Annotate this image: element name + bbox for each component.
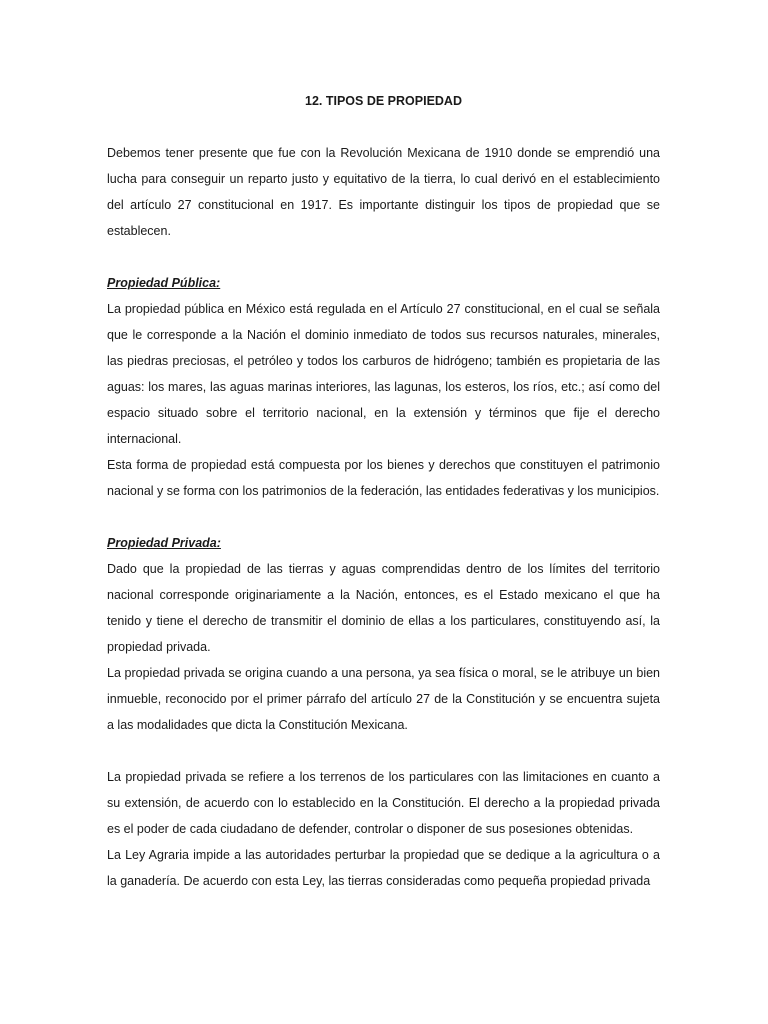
section-private-property	[107, 530, 660, 894]
public-paragraph-1: La propiedad pública en México está regulada en el Artículo 27 constitucional, en el cual se señala que le corresponde a la Nación el dominio inmediato de todos sus recursos naturales, minerales, las piedras preciosas, el petróleo y todos los carburos de hidrógeno; también es propietaria de las aguas: los mares, las aguas marinas interiores, las lagunas, los esteros, los ríos, etc.; así como del espacio situado sobre el territorio nacional, en la extensión y términos que fije el derecho internacional.	[107, 302, 660, 446]
private-paragraph-3: La propiedad privada se refiere a los terrenos de los particulares con las limitaciones en cuanto a su extensión, de acuerdo con lo establecido en la Constitución. El derecho a la propiedad privada es el poder de cada ciudadano de defender, controlar o disponer de sus posesiones obtenidas.	[107, 770, 660, 836]
section-heading-public: Propiedad Pública:	[107, 276, 221, 290]
private-paragraph-4: La Ley Agraria impide a las autoridades perturbar la propiedad que se dedique a la agricultura o a la ganadería. De acuerdo con esta Ley, las tierras consideradas como pequeña propiedad privada	[107, 848, 660, 888]
spacer	[107, 738, 660, 764]
spacer	[107, 504, 660, 530]
private-paragraph-2: La propiedad privada se origina cuando a una persona, ya sea física o moral, se le atribuye un bien inmueble, reconocido por el primer párrafo del artículo 27 de la Constitución y se encuentra sujeta a las modalidades que dicta la Constitución Mexicana.	[107, 666, 660, 732]
intro-paragraph: Debemos tener presente que fue con la Revolución Mexicana de 1910 donde se emprendió una lucha para conseguir un reparto justo y equitativo de la tierra, lo cual derivó en el establecimiento del artículo 27 constitucional en 1917. Es importante distinguir los tipos de propiedad que se establecen.	[107, 146, 660, 238]
private-paragraph-1: Dado que la propiedad de las tierras y aguas comprendidas dentro de los límites del territorio nacional corresponde originariamente a la Nación, entonces, es el Estado mexicano el que ha tenido y tiene el derecho de transmitir el dominio de ellas a los particulares, constituyendo así, la propiedad privada.	[107, 562, 660, 654]
document-title: 12. TIPOS DE PROPIEDAD	[305, 94, 462, 108]
public-paragraph-2: Esta forma de propiedad está compuesta por los bienes y derechos que constituyen el patrimonio nacional y se forma con los patrimonios de la federación, las entidades federativas y los municipios.	[107, 458, 660, 498]
spacer	[107, 244, 660, 270]
document-page	[107, 88, 660, 894]
section-heading-private: Propiedad Privada:	[107, 536, 221, 550]
section-public-property	[107, 270, 660, 504]
